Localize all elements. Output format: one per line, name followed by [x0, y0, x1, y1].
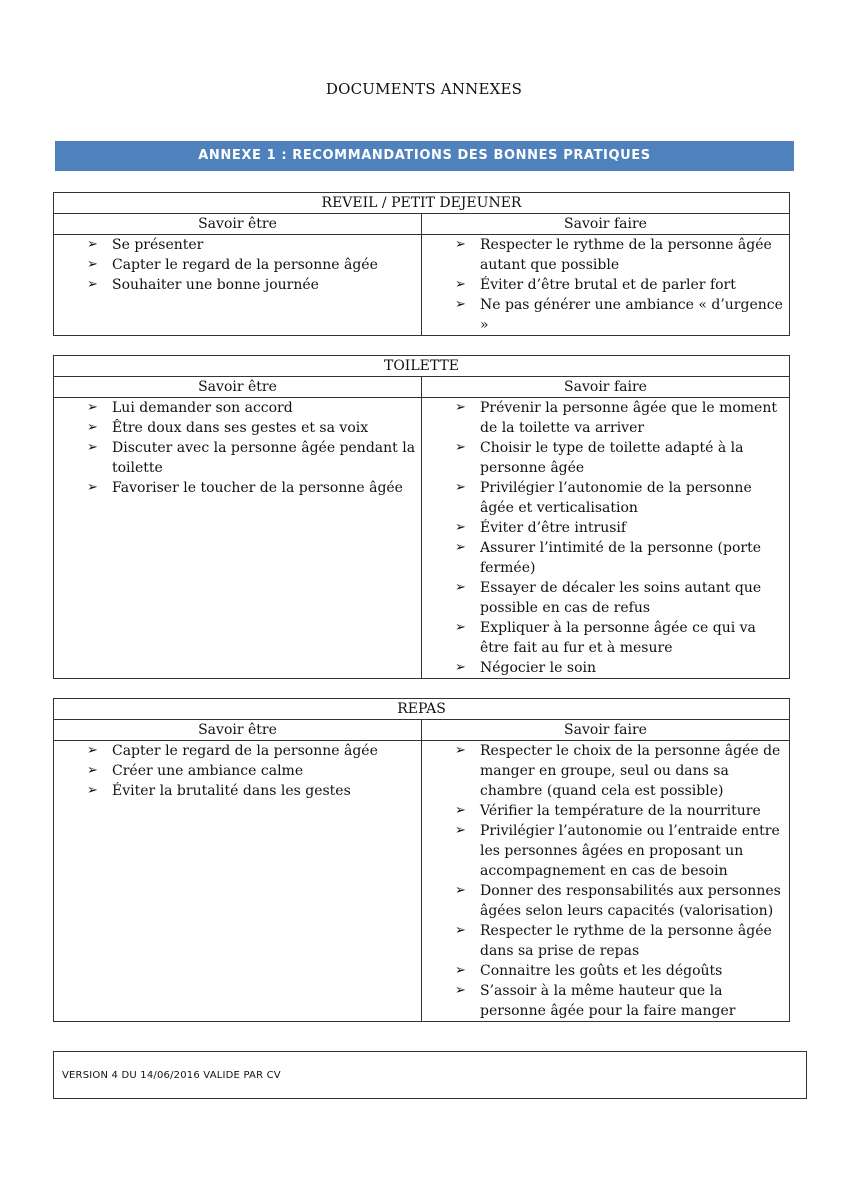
- list-item: ➢ Éviter d’être intrusif: [455, 518, 787, 538]
- section-title: REVEIL / PETIT DEJEUNER: [54, 193, 790, 214]
- list-item: ➢ Capter le regard de la personne âgée: [87, 741, 419, 761]
- savoir-etre-header: Savoir être: [54, 720, 422, 741]
- list-item: ➢ Être doux dans ses gestes et sa voix: [87, 418, 419, 438]
- section-toilette-table: [53, 355, 790, 679]
- list-item: ➢ Lui demander son accord: [87, 398, 419, 418]
- savoir-faire-cell: [422, 235, 790, 336]
- list-item: ➢ Éviter la brutalité dans les gestes: [87, 781, 419, 801]
- savoir-faire-list: [422, 741, 789, 1021]
- list-item: ➢ Éviter d’être brutal et de parler fort: [455, 275, 787, 295]
- savoir-faire-list: [422, 235, 789, 335]
- savoir-faire-header: Savoir faire: [422, 214, 790, 235]
- list-item: ➢ Connaitre les goûts et les dégoûts: [455, 961, 787, 981]
- section-reveil-table: [53, 192, 790, 336]
- savoir-etre-list: [54, 235, 421, 295]
- list-item: ➢ Expliquer à la personne âgée ce qui va être fait au fur et à mesure: [455, 618, 787, 658]
- list-item: ➢ Discuter avec la personne âgée pendant la toilette: [87, 438, 419, 478]
- list-item: ➢ S’assoir à la même hauteur que la personne âgée pour la faire manger: [455, 981, 787, 1021]
- savoir-etre-cell: [54, 741, 422, 1022]
- savoir-etre-cell: [54, 398, 422, 679]
- annex-banner: ANNEXE 1 : RECOMMANDATIONS DES BONNES PRATIQUES: [55, 141, 794, 171]
- savoir-faire-list: [422, 398, 789, 678]
- list-item: ➢ Essayer de décaler les soins autant que possible en cas de refus: [455, 578, 787, 618]
- list-item: ➢ Respecter le choix de la personne âgée de manger en groupe, seul ou dans sa chambre (quand cela est possible): [455, 741, 787, 801]
- list-item: ➢ Vérifier la température de la nourriture: [455, 801, 787, 821]
- list-item: ➢ Se présenter: [87, 235, 419, 255]
- savoir-faire-header: Savoir faire: [422, 377, 790, 398]
- savoir-etre-header: Savoir être: [54, 377, 422, 398]
- savoir-faire-cell: [422, 398, 790, 679]
- section-repas-table: [53, 698, 790, 1022]
- list-item: ➢ Créer une ambiance calme: [87, 761, 419, 781]
- version-footer: [53, 1051, 807, 1099]
- list-item: ➢ Assurer l’intimité de la personne (porte fermée): [455, 538, 787, 578]
- list-item: ➢ Privilégier l’autonomie ou l’entraide entre les personnes âgées en proposant un accompagnement en cas de besoin: [455, 821, 787, 881]
- list-item: ➢ Ne pas générer une ambiance « d’urgence »: [455, 295, 787, 335]
- savoir-etre-list: [54, 398, 421, 498]
- savoir-etre-cell: [54, 235, 422, 336]
- savoir-faire-header: Savoir faire: [422, 720, 790, 741]
- list-item: ➢ Capter le regard de la personne âgée: [87, 255, 419, 275]
- version-text: VERSION 4 DU 14/06/2016 VALIDE PAR CV: [62, 1070, 281, 1081]
- list-item: ➢ Souhaiter une bonne journée: [87, 275, 419, 295]
- list-item: ➢ Négocier le soin: [455, 658, 787, 678]
- list-item: ➢ Favoriser le toucher de la personne âgée: [87, 478, 419, 498]
- savoir-etre-header: Savoir être: [54, 214, 422, 235]
- list-item: ➢ Respecter le rythme de la personne âgée autant que possible: [455, 235, 787, 275]
- section-title: TOILETTE: [54, 356, 790, 377]
- page-title: DOCUMENTS ANNEXES: [325, 80, 523, 98]
- list-item: ➢ Respecter le rythme de la personne âgée dans sa prise de repas: [455, 921, 787, 961]
- list-item: ➢ Donner des responsabilités aux personnes âgées selon leurs capacités (valorisation): [455, 881, 787, 921]
- savoir-faire-cell: [422, 741, 790, 1022]
- list-item: ➢ Choisir le type de toilette adapté à la personne âgée: [455, 438, 787, 478]
- section-title: REPAS: [54, 699, 790, 720]
- list-item: ➢ Prévenir la personne âgée que le moment de la toilette va arriver: [455, 398, 787, 438]
- savoir-etre-list: [54, 741, 421, 801]
- list-item: ➢ Privilégier l’autonomie de la personne âgée et verticalisation: [455, 478, 787, 518]
